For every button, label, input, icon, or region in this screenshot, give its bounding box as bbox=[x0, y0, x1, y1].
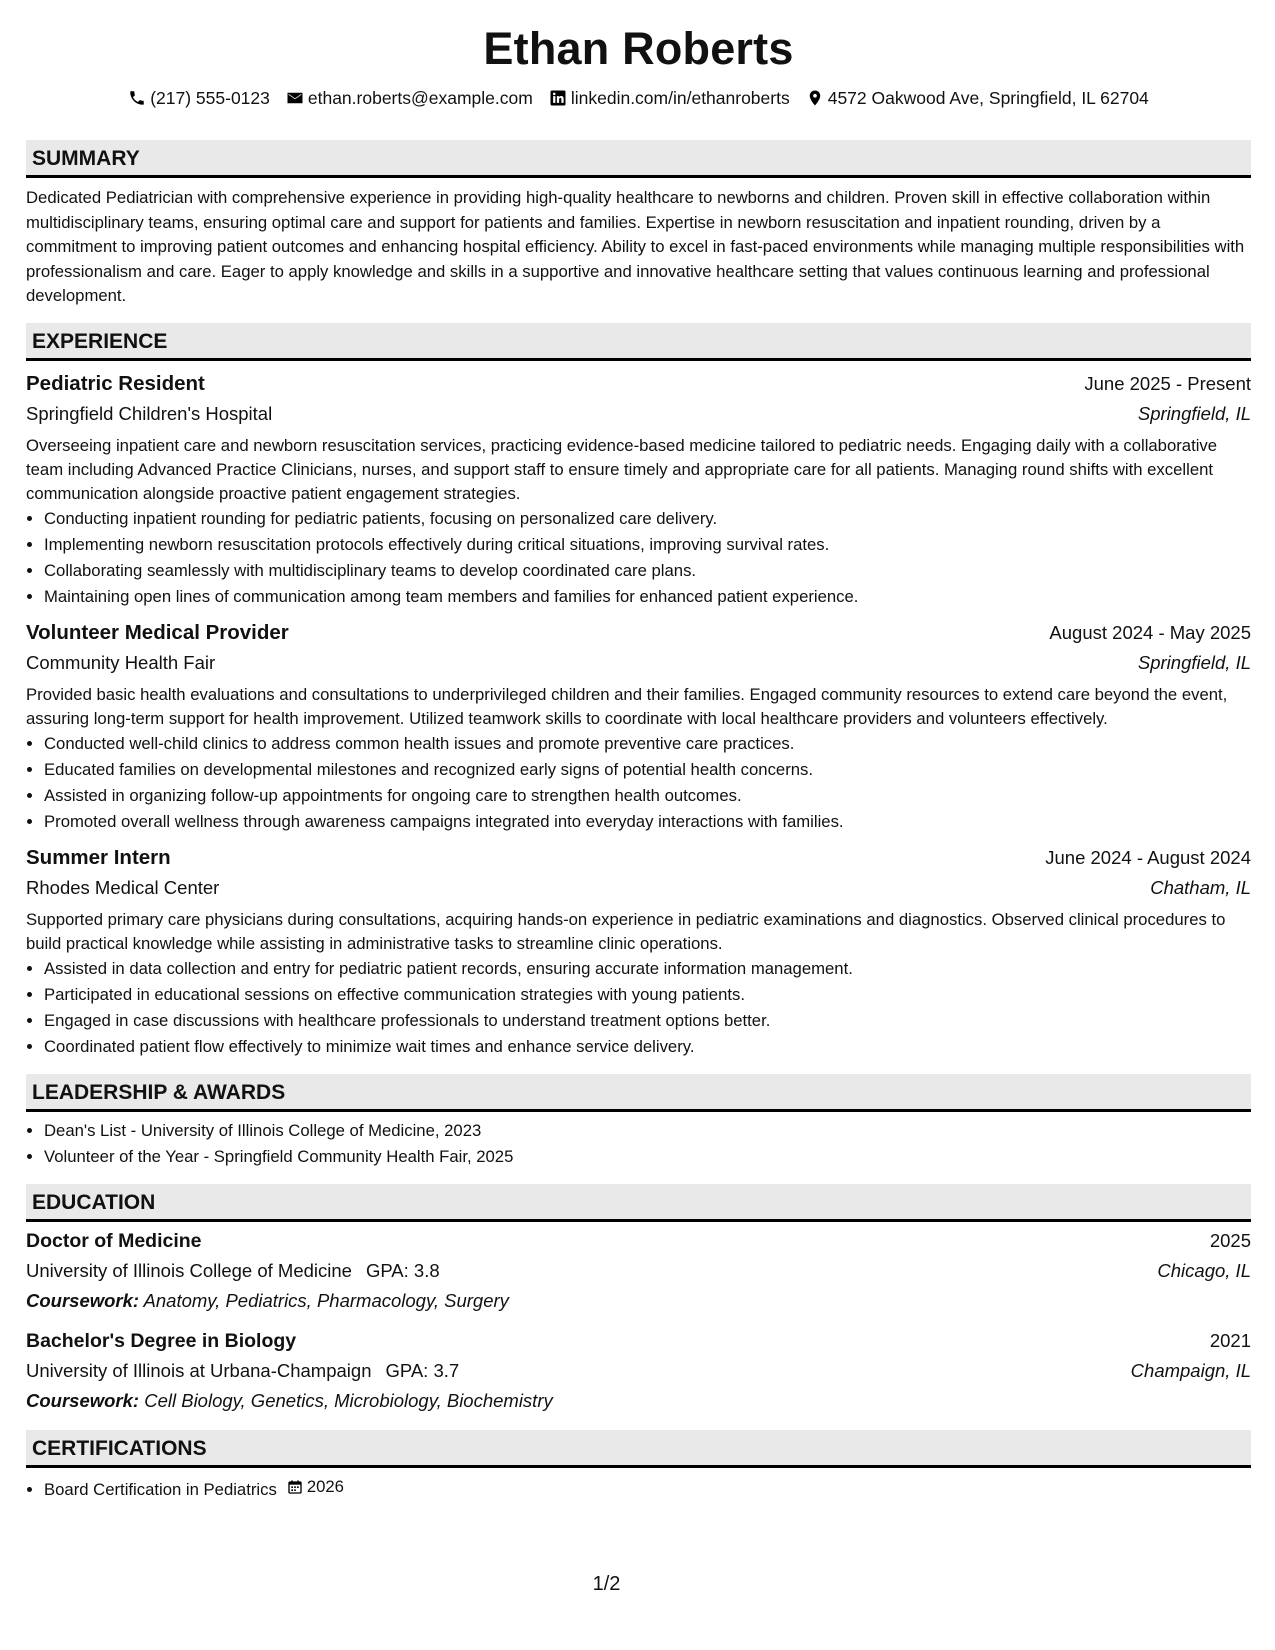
job-dates: August 2024 - May 2025 bbox=[1049, 621, 1251, 643]
job-description: Supported primary care physicians during consultations, acquiring hands-on experience in pediatric examinations and diagnostics. Observed clinical procedures to build practical knowledge while assisting in administrative tasks to streamline clinic operations. bbox=[26, 909, 1226, 953]
job-dates: June 2024 - August 2024 bbox=[1045, 846, 1251, 868]
job-title: Volunteer Medical Provider bbox=[26, 620, 289, 644]
job-bullets bbox=[26, 506, 1251, 610]
coursework-list: Anatomy, Pediatrics, Pharmacology, Surgery bbox=[143, 1289, 509, 1311]
certification-name: Board Certification in Pediatrics bbox=[44, 1479, 277, 1499]
job-entry bbox=[26, 618, 1251, 835]
contact-bar bbox=[26, 84, 1251, 112]
summary-section bbox=[26, 140, 1251, 309]
certification-item bbox=[44, 1474, 1251, 1503]
job-bullet: • Assisted in data collection and entry for pediatric patient records, ensuring accurate information management. bbox=[44, 956, 1251, 982]
awards-section bbox=[26, 1074, 1251, 1170]
school-line bbox=[26, 1356, 459, 1386]
education-section bbox=[26, 1184, 1251, 1416]
job-location: Springfield, IL bbox=[1137, 402, 1251, 424]
certifications-list bbox=[26, 1474, 1251, 1503]
education-entry bbox=[26, 1326, 1251, 1416]
page-number: 1/2 bbox=[592, 1573, 621, 1595]
map-pin-icon bbox=[806, 89, 824, 107]
school-location: Champaign, IL bbox=[1130, 1359, 1251, 1381]
job-title: Summer Intern bbox=[26, 845, 171, 869]
certification-date bbox=[287, 1474, 344, 1500]
job-entry bbox=[26, 369, 1251, 610]
candidate-name: Ethan Roberts bbox=[483, 23, 794, 74]
coursework bbox=[26, 1286, 1251, 1316]
job-bullet: • Conducted well-child clinics to address common health issues and promote preventive care practices. bbox=[44, 731, 1251, 757]
job-bullet: • Collaborating seamlessly with multidisciplinary teams to develop coordinated care plans. bbox=[44, 558, 1251, 584]
contact-linkedin[interactable] bbox=[549, 88, 790, 109]
job-description: Provided basic health evaluations and consultations to underprivileged children and their families. Engaged community resources to extend care beyond the event, assuring long-term support for health improvement. Utilized teamwork skills to coordinate with local healthcare providers and volunteers effectively. bbox=[26, 684, 1228, 728]
school-name: University of Illinois at Urbana-Champaign bbox=[26, 1359, 372, 1381]
gpa: GPA: 3.8 bbox=[365, 1259, 440, 1281]
degree-title: Bachelor's Degree in Biology bbox=[26, 1329, 297, 1352]
job-location: Springfield, IL bbox=[1137, 651, 1251, 673]
gpa: GPA: 3.7 bbox=[385, 1359, 460, 1381]
experience-section bbox=[26, 323, 1251, 1060]
contact-phone bbox=[128, 88, 270, 109]
job-organization: Community Health Fair bbox=[26, 651, 216, 673]
job-dates: June 2025 - Present bbox=[1084, 372, 1251, 394]
coursework bbox=[26, 1386, 1251, 1416]
degree-title: Doctor of Medicine bbox=[26, 1229, 202, 1252]
award-item: • Dean's List - University of Illinois College of Medicine, 2023 bbox=[44, 1118, 1251, 1144]
experience-heading: EXPERIENCE bbox=[26, 323, 1251, 361]
job-title: Pediatric Resident bbox=[26, 371, 205, 395]
job-organization: Rhodes Medical Center bbox=[26, 876, 220, 898]
address-text: 4572 Oakwood Ave, Springfield, IL 62704 bbox=[827, 87, 1149, 108]
coursework-list: Cell Biology, Genetics, Microbiology, Biochemistry bbox=[144, 1389, 553, 1411]
coursework-label: Coursework: bbox=[26, 1289, 140, 1311]
phone-icon bbox=[128, 89, 146, 107]
education-heading: EDUCATION bbox=[26, 1184, 1251, 1222]
school-line bbox=[26, 1256, 440, 1286]
job-bullet: • Promoted overall wellness through awareness campaigns integrated into everyday interactions with families. bbox=[44, 809, 1251, 835]
job-organization: Springfield Children's Hospital bbox=[26, 402, 273, 424]
degree-year: 2021 bbox=[1209, 1329, 1251, 1351]
job-entry bbox=[26, 843, 1251, 1060]
summary-heading: SUMMARY bbox=[26, 140, 1251, 178]
job-bullets bbox=[26, 956, 1251, 1060]
email-text: ethan.roberts@example.com bbox=[307, 87, 533, 108]
coursework-label: Coursework: bbox=[26, 1389, 140, 1411]
education-entry bbox=[26, 1226, 1251, 1316]
job-bullets bbox=[26, 731, 1251, 835]
contact-address bbox=[806, 88, 1149, 109]
job-description: Overseeing inpatient care and newborn resuscitation services, practicing evidence-based medicine tailored to pediatric needs. Engaging daily with a collaborative team including Advanced Practice Clinicians, nurses, and support staff to ensure timely and appropriate care for all patients. Managing round shifts with excellent communication alongside proactive patient engagement strategies. bbox=[26, 435, 1218, 503]
job-location: Chatham, IL bbox=[1150, 876, 1251, 898]
awards-heading: LEADERSHIP & AWARDS bbox=[26, 1074, 1251, 1112]
resume-page bbox=[26, 0, 1251, 1503]
job-bullet: • Maintaining open lines of communication among team members and families for enhanced patient experience. bbox=[44, 584, 1251, 610]
award-item: • Volunteer of the Year - Springfield Community Health Fair, 2025 bbox=[44, 1144, 1251, 1170]
job-bullet: • Coordinated patient flow effectively to minimize wait times and enhance service delivery. bbox=[44, 1034, 1251, 1060]
certifications-section bbox=[26, 1430, 1251, 1503]
school-name: University of Illinois College of Medicine bbox=[26, 1259, 352, 1281]
job-bullet: • Participated in educational sessions on effective communication strategies with young patients. bbox=[44, 982, 1251, 1008]
certification-year: 2026 bbox=[306, 1476, 344, 1496]
contact-email[interactable] bbox=[286, 88, 533, 109]
certifications-heading: CERTIFICATIONS bbox=[26, 1430, 1251, 1468]
job-bullet: • Assisted in organizing follow-up appointments for ongoing care to strengthen health outcomes. bbox=[44, 783, 1251, 809]
job-bullet: • Engaged in case discussions with healthcare professionals to understand treatment options better. bbox=[44, 1008, 1251, 1034]
summary-text: Dedicated Pediatrician with comprehensive experience in providing high-quality healthcare to newborns and children. Proven skill in effective collaboration within multidisciplinary teams, ensuring optimal care and support for patients and families. Expertise in newborn resuscitation and inpatient rounding, driven by a commitment to improving patient outcomes and enhancing hospital efficiency. Ability to excel in fast-paced environments while managing multiple responsibilities with professionalism and care. Eager to apply knowledge and skills in a supportive and innovative healthcare setting that values continuous learning and professional development. bbox=[26, 188, 1245, 305]
linkedin-text: linkedin.com/in/ethanroberts bbox=[570, 87, 790, 108]
school-location: Chicago, IL bbox=[1157, 1259, 1251, 1281]
calendar-icon bbox=[287, 1479, 303, 1495]
envelope-icon bbox=[286, 89, 304, 107]
job-bullet: • Educated families on developmental milestones and recognized early signs of potential health concerns. bbox=[44, 757, 1251, 783]
linkedin-icon bbox=[549, 89, 567, 107]
degree-year: 2025 bbox=[1209, 1229, 1251, 1251]
job-bullet: • Conducting inpatient rounding for pediatric patients, focusing on personalized care delivery. bbox=[44, 506, 1251, 532]
job-bullet: • Implementing newborn resuscitation protocols effectively during critical situations, improving survival rates. bbox=[44, 532, 1251, 558]
awards-list bbox=[26, 1118, 1251, 1170]
phone-text: (217) 555-0123 bbox=[150, 87, 270, 108]
